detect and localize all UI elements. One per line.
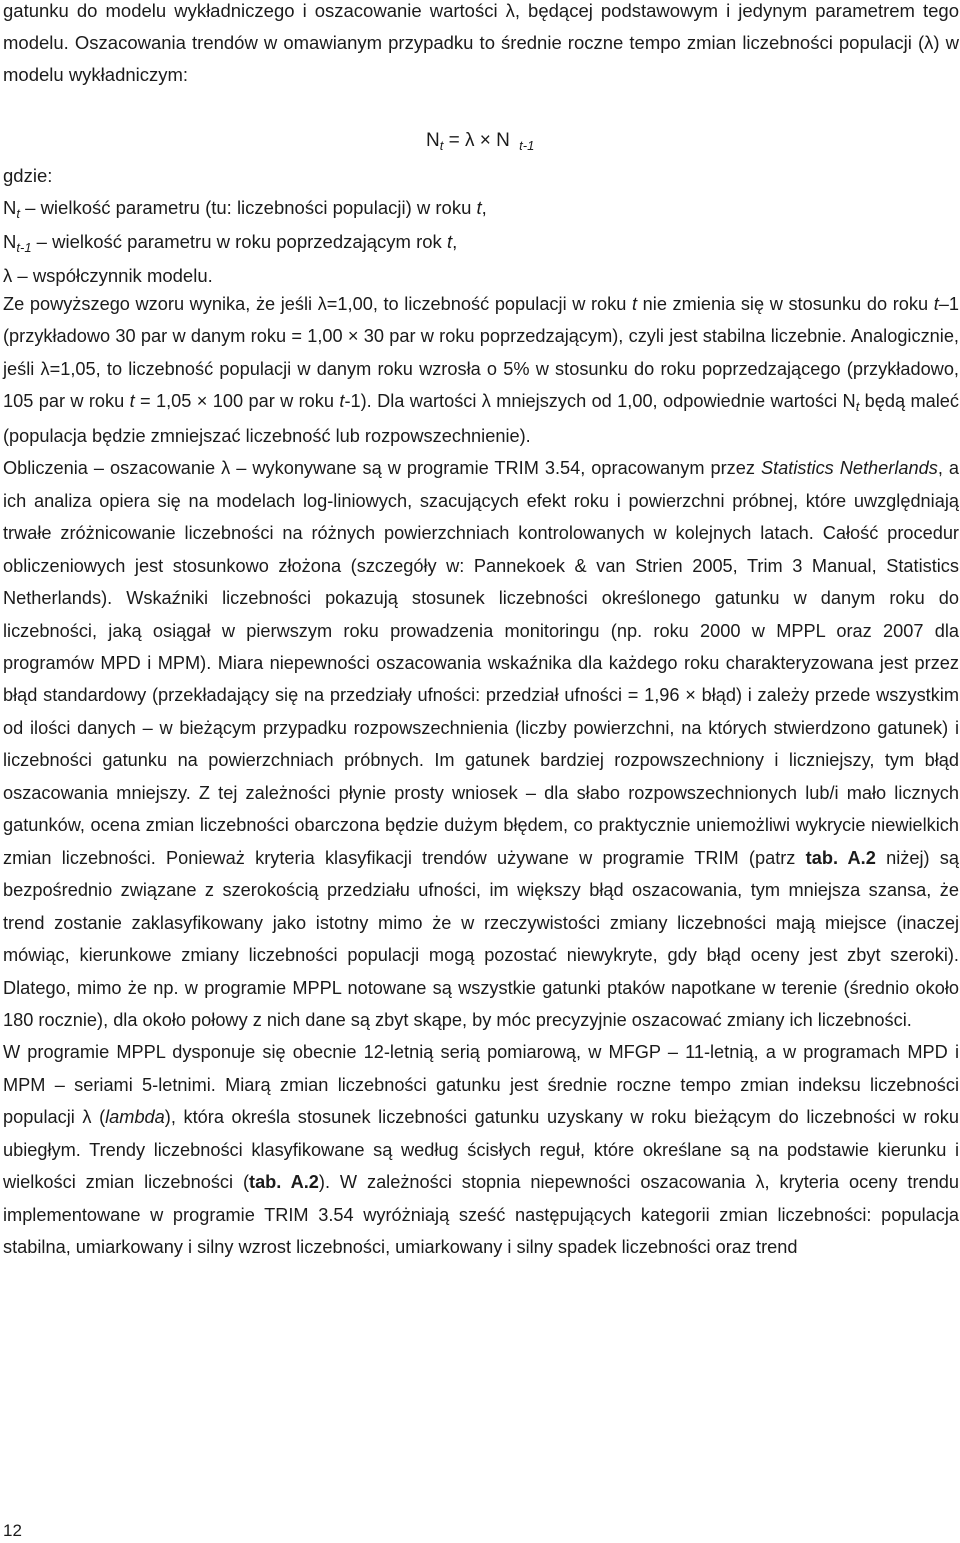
p1-var-t3: t (129, 391, 135, 412)
formula-sub-t-1: t-1 (519, 138, 535, 153)
p1-sub-t: t (855, 399, 860, 415)
definition-nt-var: t (476, 197, 482, 218)
formula-n: N (426, 130, 440, 151)
definitions-heading: gdzie: (3, 165, 53, 186)
definition-nt-1 (3, 226, 959, 260)
exponential-model-formula (426, 130, 534, 152)
formula-middle: = λ × N (443, 130, 516, 151)
paragraph-lambda-interpretation (3, 288, 959, 452)
p2-statistics-netherlands: Statistics Netherlands (760, 458, 938, 479)
definition-nt-1-symbol: N (3, 231, 17, 252)
intro-text: gatunku do modelu wykładniczego i oszacowanie wartości λ, będącej podstawowym i jedynym parametrem tego modelu. Oszacowania trendów w omawianym przypadku to średnie roczne tempo zmian liczebności populacji (λ) w modelu wykładniczym: (3, 0, 959, 85)
definition-nt-sub: t (16, 206, 20, 221)
p2-text-a: Obliczenia – oszacowanie λ – wykonywane są w programie TRIM 3.54, opracowanym przez (3, 458, 761, 479)
definition-nt-end: , (481, 197, 487, 218)
p3-table-ref: tab. A.2 (249, 1172, 319, 1193)
p2-text-b: , a ich analiza opiera się na modelach log-liniowych, szacujących efekt roku i powierzchni próbnej, które uwzględniają trwałe zróżnicowanie liczebności na różnych powierzchniach kontrolowanych w kolejnych latach. Całość procedur obliczeniowych jest stosunkowo złożona (szczegóły w: Pannekoek & van Strien 2005, Trim 3 Manual, Statistics Netherlands). Wskaźniki liczebności pokazują stosunek liczebności określonego gatunku w danym roku do liczebności, jaką osiągał w pierwszym roku prowadzenia monitoringu (np. roku 2000 w MPPL oraz 2007 dla programów MPD i MPM). Miara niepewności oszacowania wskaźnika dla każdego roku charakteryzowana jest przez błąd standardowy (przekładający się na przedziały ufności: przedział ufności = 1,96 × błąd) i zależy przede wszystkim od ilości danych – w bieżącym przypadku rozpowszechnienia (liczby powierzchni, na których stwierdzono gatunek) i liczebności gatunku na powierzchniach próbnych. Im gatunek bardziej rozpowszechniony i liczniejszy, tym błąd oszacowania mniejszy. Z tej zależności płynie prosty wniosek – dla słabo rozpowszechnionych lub/i mało licznych gatunków, ocena zmian liczebności obarczona będzie dużym błędem, co praktycznie uniemożliwi wykrycie niewielkich zmian liczebności. Ponieważ kryteria klasyfikacji trendów używane w programie TRIM (patrz (3, 458, 959, 868)
definition-nt-1-sub: t-1 (16, 240, 32, 255)
paragraph-trim-calculations (3, 452, 959, 1036)
definitions-list (3, 160, 959, 292)
definition-nt-text: – wielkość parametru (tu: liczebności populacji) w roku (20, 197, 477, 218)
page-number: 12 (3, 1521, 22, 1540)
p1-text-c: –1 (przykładowo 30 par w danym roku = 1,00 × 30 par w roku poprzedzającym), czyli jest stabilna liczebnie. Analogicznie, jeśli λ=1,05, to liczebność populacji w danym roku wzrosła o 5% w stosunku do roku poprzedzającego (przykładowo, 105 par w roku (3, 294, 960, 412)
p1-text-b: nie zmienia się w stosunku do roku (637, 294, 934, 314)
definition-nt-symbol: N (3, 197, 17, 218)
p1-text-f: będą maleć (populacja będzie zmniejszać liczebność lub rozpowszechnienie). (3, 391, 960, 446)
p1-var-t2: t (933, 294, 939, 314)
p3-text-a: W programie MPPL dysponuje się obecnie 12-letnią serią pomiarową, w MFGP – 11-letnią, a w programach MPD i MPM – seriami 5-letnimi. Miarą zmian liczebności gatunku jest średnie roczne tempo zmian indeksu liczebności populacji λ ( (3, 1042, 959, 1128)
p2-table-ref: tab. A.2 (805, 847, 876, 868)
definition-nt-1-text: – wielkość parametru w roku poprzedzającym rok (31, 231, 447, 252)
p1-var-t1: t (631, 294, 638, 314)
intro-paragraph (3, 0, 959, 91)
definition-nt (3, 192, 959, 226)
definition-lambda: λ – współczynnik modelu. (3, 265, 213, 286)
p1-text-e: -1). Dla wartości λ mniejszych od 1,00, odpowiednie wartości N (344, 391, 856, 412)
p1-text-d: = 1,05 × 100 par w roku (134, 391, 340, 412)
p3-lambda-word: lambda (105, 1107, 165, 1128)
p3-text-b: ), która określa stosunek liczebności gatunku uzyskany w roku bieżącym do liczebności w roku ubiegłym. Trendy liczebności klasyfikowane są według ścisłych reguł, które określane są na podstawie kierunku i wielkości zmian liczebności ( (3, 1107, 959, 1193)
p2-text-c: niżej) są bezpośrednio związane z szerokością przedziału ufności, im większy błąd oszacowania, tym mniejsza szansa, że trend zostanie zaklasyfikowany jako istotny mimo że w rzeczywistości zmiany liczebności mają miejsce (inaczej mówiąc, kierunkowe zmiany liczebności populacji mogą pozostać niewykryte, gdy błąd oceny jest zbyt szeroki). Dlatego, mimo że np. w programie MPPL notowane są wszystkie gatunki ptaków napotkane w terenie (średnio około 180 rocznie), dla około połowy z nich dane są zbyt skąpe, by móc precyzyjnie oszacować zmiany ich liczebności. (3, 847, 960, 1030)
definition-nt-1-end: , (452, 231, 458, 252)
body-text (3, 288, 959, 1264)
formula-sub-t: t (439, 138, 444, 153)
p3-text-c: ). W zależności stopnia niepewności oszacowania λ, kryteria oceny trendu implementowane w programie TRIM 3.54 wyróżniają sześć następujących kategorii zmian liczebności: populacja stabilna, umiarkowany i silny wzrost liczebności, umiarkowany i silny spadek liczebności oraz trend (3, 1172, 959, 1258)
paragraph-series-lengths (3, 1036, 959, 1263)
p1-text-a: Ze powyższego wzoru wynika, że jeśli λ=1,00, to liczebność populacji w roku (3, 294, 632, 314)
definition-nt-1-var: t (446, 231, 453, 252)
p1-var-t4: t (339, 391, 345, 412)
